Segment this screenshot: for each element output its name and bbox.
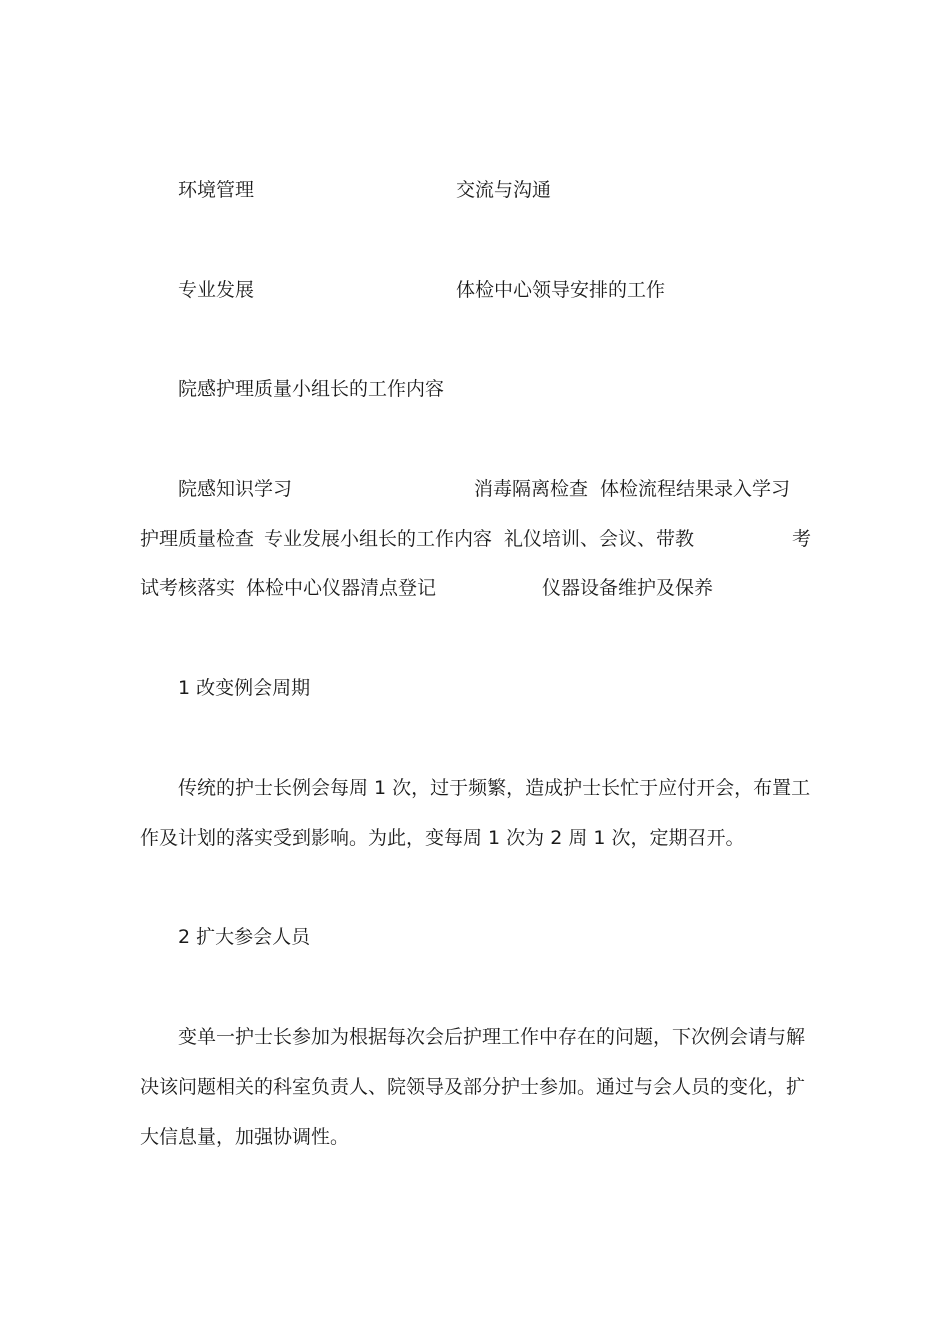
item-communication: 交流与沟通 [456,179,552,201]
item-environment-management: 环境管理 [178,179,255,201]
task-item: 礼仪培训、会议、带教 [504,528,695,550]
task-item: 考 [792,528,812,550]
item-professional-development: 专业发展 [178,279,255,301]
paragraph-line: 变单一护士长参加为根据每次会后护理工作中存在的问题，下次例会请与解 [178,1026,806,1048]
task-item: 消毒隔离检查 [474,478,589,500]
task-item: 体检流程结果录入学习 [600,478,791,500]
section-1-body [140,775,812,875]
paragraph-line: 作及计划的落实受到影响。为此，变每周 1 次为 2 周 1 次，定期召开。 [140,827,745,849]
section-heading: 院感护理质量小组长的工作内容 [178,378,445,400]
task-item: 护理质量检查 [140,528,255,550]
paragraph-line: 传统的护士长例会每周 1 次，过于频繁，造成护士长忙于应付开会，布置工 [178,777,811,799]
section-2-body [140,1024,812,1174]
item-leadership-assigned-work: 体检中心领导安排的工作 [456,279,666,301]
paragraph-line: 决该问题相关的科室负责人、院领导及部分护士参加。通过与会人员的变化，扩 [140,1076,806,1098]
task-item: 试考核落实 [140,577,236,599]
section-1-title: 1 改变例会周期 [178,677,311,699]
section-2-title: 2 扩大参会人员 [178,926,311,948]
paragraph-line: 大信息量，加强协调性。 [140,1126,350,1148]
task-item: 仪器设备维护及保养 [542,577,714,599]
task-item: 专业发展小组长的工作内容 [264,528,493,550]
task-item: 院感知识学习 [178,478,293,500]
task-item: 体检中心仪器清点登记 [246,577,437,599]
